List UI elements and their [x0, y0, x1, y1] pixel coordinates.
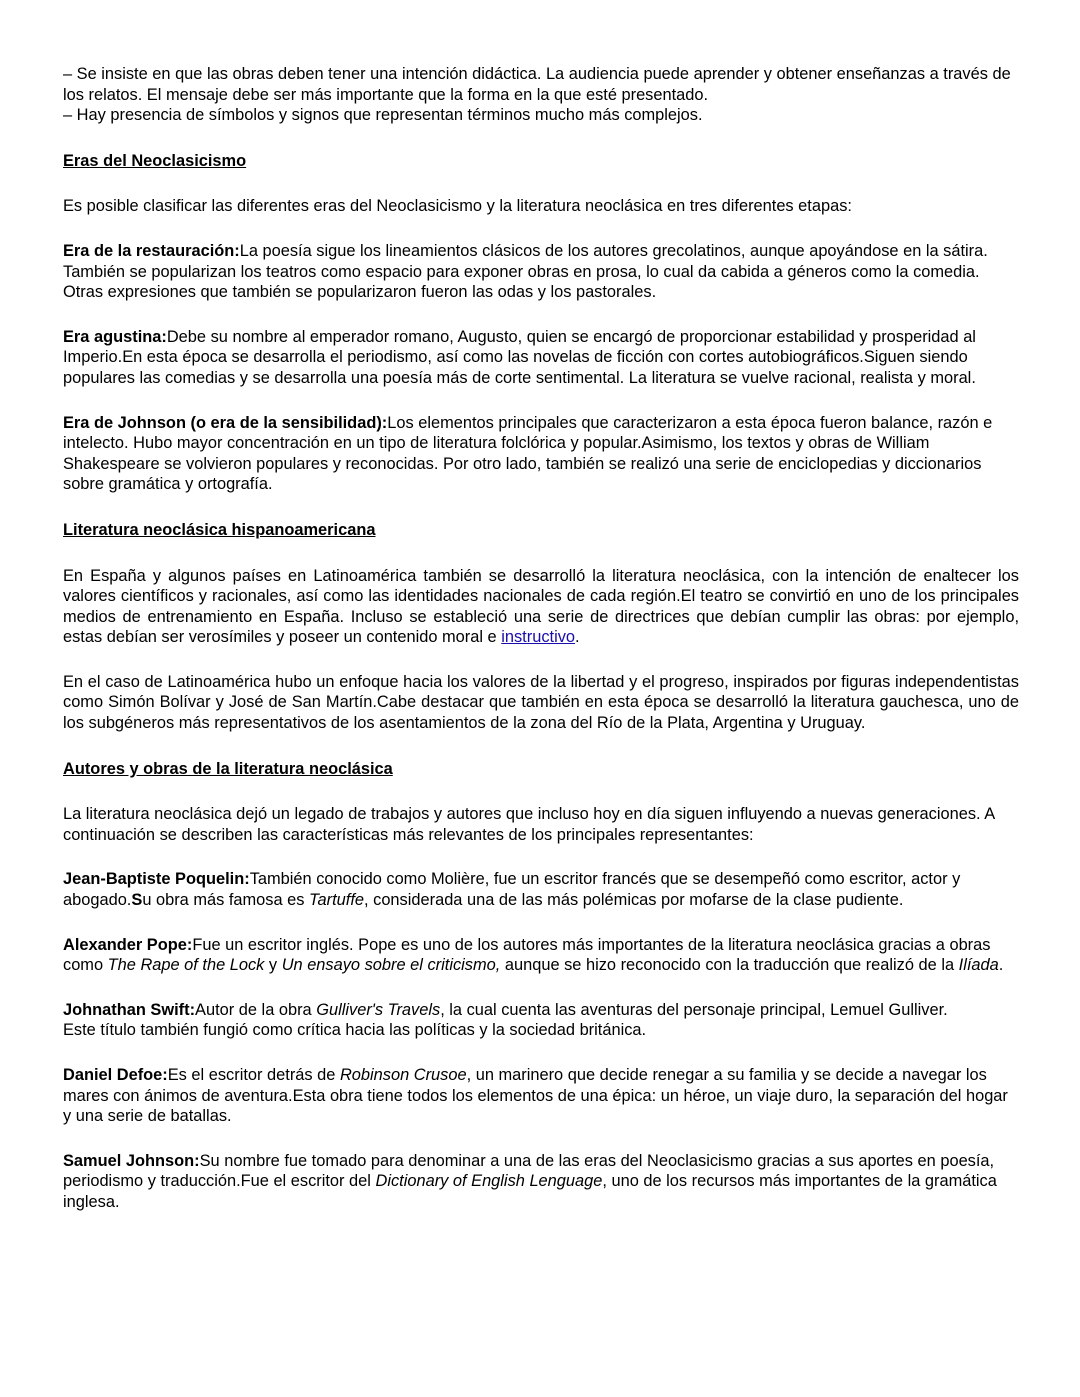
work-dictionary: Dictionary of English Lenguage	[375, 1172, 603, 1191]
document-page	[63, 64, 1019, 1213]
author-defoe: Daniel Defoe:Es el escritor detrás de Robinson Crusoe, un marinero que decide renegar a su familia y se decide a navegar los mares con ánimos de aventura.Esta obra tiene todos los elementos de una épica: un héroe, un viaje duro, la separación del hogar y una serie de batallas.	[63, 1066, 1008, 1126]
section-heading-autores: Autores y obras de la literatura neoclásica	[63, 759, 393, 778]
eras-intro: Es posible clasificar las diferentes eras del Neoclasicismo y la literatura neoclásica en tres diferentes etapas:	[63, 197, 852, 216]
era-johnson-title: Era de Johnson (o era de la sensibilidad):	[63, 413, 388, 432]
work-robinson-crusoe: Robinson Crusoe	[339, 1066, 467, 1084]
author-johnson: Samuel Johnson:Su nombre fue tomado para denominar a una de las eras del Neoclasicismo gracias a sus aportes en poesía, periodismo y traducción.Fue el escritor del Dictionary of English Lenguage, uno de los recursos más importantes de la gramática inglesa.	[63, 1151, 997, 1211]
autores-intro: La literatura neoclásica dejó un legado de trabajos y autores que incluso hoy en día siguen influyendo a nuevas generaciones. A continuación se describen las características más relevantes de los principales representantes:	[63, 805, 995, 844]
instructivo-link[interactable]: instructivo	[501, 628, 576, 647]
work-ensayo-criticismo: Un ensayo sobre el criticismo,	[281, 956, 501, 975]
work-rape-of-the-lock: The Rape of the Lock	[107, 956, 265, 975]
section-heading-eras: Eras del Neoclasicismo	[63, 151, 247, 170]
author-pope-name: Alexander Pope:	[63, 935, 193, 954]
era-restauracion-title: Era de la restauración:	[63, 241, 240, 260]
intro-line-2: – Hay presencia de símbolos y signos que representan términos mucho más complejos.	[63, 106, 703, 125]
era-agustina-title: Era agustina:	[63, 327, 167, 346]
work-tartuffe: Tartuffe	[309, 891, 365, 910]
author-moliere: Jean-Baptiste Poquelin:También conocido como Molière, fue un escritor francés que se desempeñó como escritor, actor y abogado.Su obra más famosa es Tartuffe, considerada una de las más polémicas por mofarse de la clase pudiente.	[63, 870, 961, 910]
hispano-paragraph-2: En el caso de Latinoamérica hubo un enfoque hacia los valores de la libertad y el progreso, inspirados por figuras independentistas como Simón Bolívar y José de San Martín.Cabe destacar que también en esta época se desarrolló la literatura gauchesca, uno de los subgéneros más representativos de los asentamientos de la zona del Río de la Plata, Argentina y Uruguay.	[63, 672, 1019, 733]
era-restauracion-cont: También se popularizan los teatros como espacio para exponer obras en prosa, lo cual da cabida a géneros como la comedia. Otras expresiones que también se popularizaron fueron las odas y los pastorales.	[63, 262, 980, 302]
intro-line-1: – Se insiste en que las obras deben tener una intención didáctica. La audiencia puede aprender y obtener enseñanzas a través de los relatos. El mensaje debe ser más importante que la forma en la que esté presentado.	[63, 65, 1011, 104]
hispano-paragraph-1: En España y algunos países en Latinoamérica también se desarrolló la literatura neoclásica, con la intención de enaltecer los valores científicos y racionales, así como las identidades nacionales de cada región.El teatro se convirtió en uno de los principales medios de entrenamiento en España. Incluso se estableció una serie de directrices que debían cumplir las obras: por ejemplo, estas debían ser verosímiles y poseer un contenido moral e instructivo.	[63, 566, 1019, 647]
section-heading-hispano: Literatura neoclásica hispanoamericana	[63, 520, 376, 539]
work-gullivers-travels: Gulliver's Travels	[316, 1000, 441, 1019]
era-restauracion: Era de la restauración:La poesía sigue los lineamientos clásicos de los autores grecolatinos, aunque apoyándose en la sátira.	[63, 241, 988, 260]
era-johnson: Era de Johnson (o era de la sensibilidad):Los elementos principales que caracterizaron a esta época fueron balance, razón e intelecto. Hubo mayor concentración en un tipo de literatura folclórica y popular.Asimismo, los textos y obras de William Shakespeare se volvieron populares y reconocidas. Por otro lado, también se realizó una serie de enciclopedias y diccionarios sobre gramática y ortografía.	[63, 413, 993, 494]
author-swift-name: Johnathan Swift:	[63, 1000, 196, 1019]
work-iliada: Ilíada	[958, 956, 999, 975]
author-johnson-name: Samuel Johnson:	[63, 1151, 200, 1170]
author-defoe-name: Daniel Defoe:	[63, 1066, 168, 1084]
era-agustina: Era agustina:Debe su nombre al emperador romano, Augusto, quien se encargó de proporcionar estabilidad y prosperidad al Imperio.En esta época se desarrolla el periodismo, así como las novelas de ficción con cortes autobiográficos.Siguen siendo populares las comedias y se desarrolla una poesía más de corte sentimental. La literatura se vuelve racional, realista y moral.	[63, 327, 976, 387]
author-pope: Alexander Pope:Fue un escritor inglés. Pope es uno de los autores más importantes de la literatura neoclásica gracias a obras como The Rape of the Lock y Un ensayo sobre el criticismo, aunque se hizo reconocido con la traducción que realizó de la Ilíada.	[63, 935, 1004, 975]
author-moliere-name: Jean-Baptiste Poquelin:	[63, 870, 250, 889]
author-swift: Johnathan Swift:Autor de la obra Gulliver's Travels, la cual cuenta las aventuras del personaje principal, Lemuel Gulliver. Este título también fungió como crítica hacia las políticas y la sociedad británica.	[63, 1000, 948, 1040]
